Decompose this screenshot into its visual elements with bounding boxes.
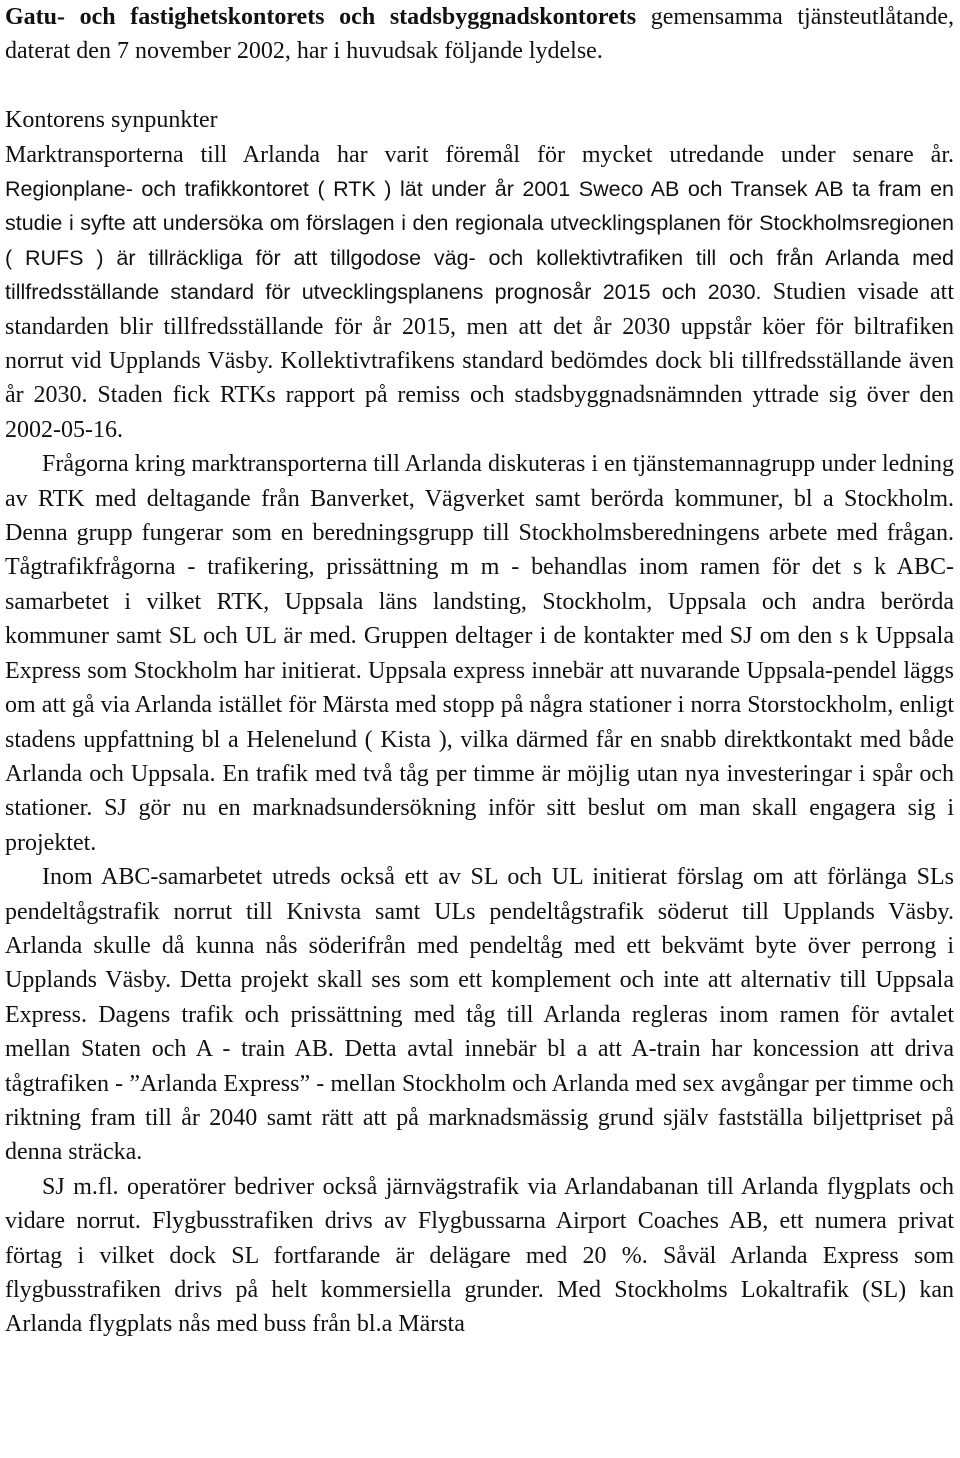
paragraph-gap: [5, 69, 954, 103]
paragraph-3: Inom ABC-samarbetet utreds också ett av SL och UL initierat förslag om att förlänga SLs pendeltågstrafik norrut till Knivsta samt ULs pendeltågstrafik söderut till Upplands Väsby. Arlanda skulle då kunna nås söderifrån med pendeltåg med ett bekvämt byte över perrong i Upplands Väsby. Detta projekt skall ses som ett komplement och inte att alternativ till Uppsala Express. Dagens trafik och prissättning med tåg till Arlanda regleras inom ramen för avtalet mellan Staten och A - train AB. Detta avtal innebär bl a att A-train har koncession att driva tågtrafiken - ”Arlanda Express” - mellan Stockholm och Arlanda med sex avgångar per timme och riktning fram till år 2040 samt rätt att på marknadsmässig grund själv fastställa biljettpriset på denna sträcka.: [5, 864, 954, 1166]
paragraph-4: SJ m.fl. operatörer bedriver också järnvägstrafik via Arlandabanan till Arlanda flygplats och vidare norrut. Flygbusstrafiken drivs av Flygbussarna Airport Coaches AB, ett numera privat förtag i vilket dock SL fortfarande är delägare med 20 %. Såväl Arlanda Express som flygbusstrafiken drivs på helt kommersiella grunder. Med Stockholms Lokaltrafik (SL) kan Arlanda flygplats nås med buss från bl.a Märsta: [5, 1173, 954, 1338]
intro-bold-text: Gatu- och fastighetskontorets och stadsbyggnadskontorets: [5, 4, 637, 30]
paragraph-2: Frågorna kring marktransporterna till Arlanda diskuteras i en tjänstemannagrupp under ledning av RTK med deltagande från Banverket, Vägverket samt berörda kommuner, bl a Stockholm. Denna grupp fungerar som en beredningsgrupp till Stockholmsberedningens arbete med frågan. Tågtrafikfrågorna - trafikering, prissättning m m - behandlas inom ramen för det s k ABC-samarbetet i vilket RTK, Uppsala läns landsting, Stockholm, Uppsala och andra berörda kommuner samt SL och UL är med. Gruppen deltager i de kontakter med SJ om den s k Uppsala Express som Stockholm har initierat. Uppsala express innebär att nuvarande Uppsala-pendel läggs om att gå via Arlanda istället för Märsta med stopp på några stationer i norra Storstockholm, enligt stadens uppfattning bl a Helenelund ( Kista ), vilka därmed får en snabb direktkontakt med både Arlanda och Uppsala. En trafik med två tåg per timme är möjlig utan nya investeringar i spår och stationer. SJ gör nu en marknadsundersökning inför sitt beslut om man skall engagera sig i projektet.: [5, 451, 954, 856]
paragraph-1-sans-text: Regionplane- och trafikkontoret ( RTK ) lät under år 2001 Sweco AB och Transek AB ta fram en studie i syfte att undersöka om förslagen i den regionala utvecklingsplanen för Stockholmsregionen ( RUFS ) är tillräckliga för att tillgodose väg- och kollektivtrafiken till och från Arlanda med tillfredsställande standard för utvecklingsplanens prognosår 2015 och 2030.: [5, 177, 954, 305]
paragraph-1: [5, 138, 954, 448]
paragraph-1-serif-end: Studien visade att standarden blir tillfredsställande för år 2015, men att det år 2030 uppstår köer för biltrafiken norrut vid Upplands Väsby. Kollektivtrafikens standard bedömdes dock bli tillfredsställande även år 2030. Staden fick RTKs rapport på remiss och stadsbyggnadsnämnden yttrade sig över den 2002-05-16.: [5, 279, 955, 443]
intro-rest-text: gemensamma tjänsteutlåtande, daterat den 7 november 2002, har i huvudsak följande lydelse.: [5, 4, 954, 65]
paragraph-1-serif-start: Marktransporterna till Arlanda har varit föremål för mycket utredande under senare år.: [5, 141, 954, 168]
section-heading: Kontorens synpunkter: [5, 107, 218, 134]
intro-paragraph: [5, 0, 954, 69]
